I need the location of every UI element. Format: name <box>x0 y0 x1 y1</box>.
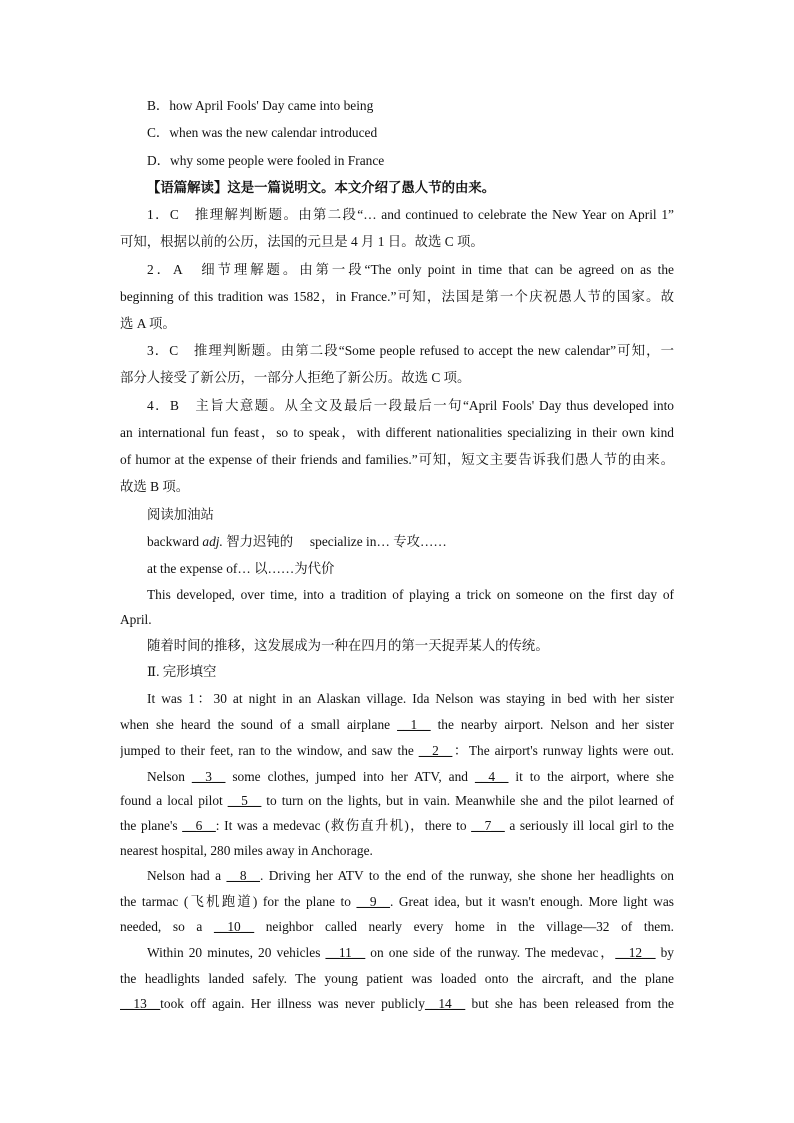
cloze-p2-line-4: nearest hospital, 280 miles away in Anchorage. <box>120 843 373 858</box>
vocab-pos: adj. <box>202 534 223 549</box>
vocab-line-1 <box>147 533 674 551</box>
cloze-p4-line-1 <box>147 944 674 962</box>
cloze-p1-line-2 <box>120 716 674 734</box>
text-span: a seriously ill local girl to the <box>504 818 674 833</box>
blank-11: __11__ <box>325 945 366 960</box>
text-span: by <box>655 945 674 960</box>
text-span: needed, so a <box>120 919 214 934</box>
text-span: when she heard the sound of a small airplane <box>120 717 398 732</box>
sentence-cn: 随着时间的推移，这发展成为一种在四月的第一天捉弄某人的传统。 <box>147 638 549 653</box>
cloze-p4-line-2: the headlights landed safely. The young patient was loaded onto the aircraft, and the plane <box>120 971 674 986</box>
answer-2-line-3: 选 A 项。 <box>120 316 176 331</box>
text-span: found a local pilot <box>120 793 228 808</box>
text-span: the tarmac (飞机跑道) for the plane to <box>120 894 357 909</box>
cloze-p1-line-3 <box>120 742 674 760</box>
option-c: C．when was the new calendar introduced <box>147 125 378 140</box>
answer-2-line-1: 2．A 细节理解题。由第一段“The only point in time that can be agreed on as the <box>147 262 674 277</box>
blank-1: __1__ <box>397 717 431 732</box>
option-d: D．why some people were fooled in France <box>147 153 385 168</box>
cloze-p3-line-3 <box>120 918 674 936</box>
answer-3-line-1: 3．C 推理判断题。由第二段“Some people refused to accept the new calendar”可知，一 <box>147 343 674 358</box>
answer-3-line-2: 部分人接受了新公历，一部分人拒绝了新公历。故选 C 项。 <box>120 370 471 385</box>
cloze-p2-line-1 <box>147 768 674 786</box>
analysis-title: 【语篇解读】这是一篇说明文。本文介绍了愚人节的由来。 <box>147 180 496 195</box>
sentence-en-line-2: April. <box>120 612 152 627</box>
blank-9: __9__ <box>356 894 390 909</box>
station-title: 阅读加油站 <box>147 507 214 522</box>
text-span: neighbor called nearly every home in the village—32 of them. <box>254 919 674 934</box>
answer-4-line-1: 4．B 主旨大意题。从全文及最后一段最后一句“April Fools' Day thus developed into <box>147 398 674 413</box>
blank-6: __6__ <box>182 818 216 833</box>
cloze-p2-line-3 <box>120 817 674 835</box>
text-span: jumped to their feet, ran to the window, and saw the <box>120 743 419 758</box>
text-span: to turn on the lights, but in vain. Meanwhile she and the pilot learned of <box>261 793 674 808</box>
answer-4-line-3: of humor at the expense of their friends and families.”可知，短文主要告诉我们愚人节的由来。 <box>120 452 674 467</box>
blank-12: __12__ <box>615 945 656 960</box>
answer-4-line-2: an international fun feast，so to speak，with different nationalities specializing in their own kind <box>120 425 674 440</box>
cloze-p4-line-3 <box>120 995 674 1013</box>
blank-3: __3__ <box>191 769 226 784</box>
text-span: on one side of the runway. The medevac， <box>365 945 616 960</box>
blank-2: __2__ <box>418 743 453 758</box>
blank-4: __4__ <box>474 769 509 784</box>
cloze-p2-line-2 <box>120 792 674 810</box>
blank-5: __5__ <box>227 793 262 808</box>
blank-10: __10__ <box>213 919 255 934</box>
text-span: Within 20 minutes, 20 vehicles <box>147 945 326 960</box>
text-span: : It was a medevac (救伤直升机)，there to <box>215 818 472 833</box>
option-b: B．how April Fools' Day came into being <box>147 98 374 113</box>
text-span: Nelson had a <box>147 868 227 883</box>
cloze-heading: Ⅱ. 完形填空 <box>147 664 217 679</box>
text-span: it to the airport, where she <box>508 769 674 784</box>
cloze-p1-line-1: It was 1：30 at night in an Alaskan village. Ida Nelson was staying in bed with her sister <box>147 691 674 706</box>
vocab-line-2: at the expense of… 以……为代价 <box>147 561 335 576</box>
answer-4-line-4: 故选 B 项。 <box>120 479 190 494</box>
cloze-p3-line-1 <box>147 867 674 885</box>
text-span: ：The airport's runway lights were out. <box>452 743 674 758</box>
vocab-meaning: 智力迟钝的 specialize in… 专攻…… <box>222 534 447 549</box>
cloze-p3-line-2 <box>120 893 674 911</box>
text-span: the plane's <box>120 818 183 833</box>
text-span: some clothes, jumped into her ATV, and <box>225 769 475 784</box>
answer-1-line-2: 可知，根据以前的公历，法国的元旦是 4 月 1 日。故选 C 项。 <box>120 234 484 249</box>
answer-1-line-1: 1．C 推理解判断题。由第二段“… and continued to celebrate the New Year on April 1” <box>147 207 674 222</box>
blank-8: __8__ <box>226 868 260 883</box>
blank-13: __13__ <box>120 996 161 1011</box>
text-span: the nearby airport. Nelson and her sister <box>430 717 674 732</box>
answer-2-line-2: beginning of this tradition was 1582，in France.”可知，法国是第一个庆祝愚人节的国家。故 <box>120 289 674 304</box>
text-span: but she has been released from the <box>465 996 674 1011</box>
sentence-en-line-1: This developed, over time, into a tradition of playing a trick on someone on the first day of <box>147 587 674 602</box>
text-span: took off again. Her illness was never publicly <box>160 996 425 1011</box>
text-span: Nelson <box>147 769 192 784</box>
blank-14: __14__ <box>424 996 466 1011</box>
vocab-word: backward <box>147 534 203 549</box>
blank-7: __7__ <box>471 818 505 833</box>
text-span: . Great idea, but it wasn't enough. More light was <box>389 894 674 909</box>
text-span: . Driving her ATV to the end of the runway, she shone her headlights on <box>259 868 674 883</box>
